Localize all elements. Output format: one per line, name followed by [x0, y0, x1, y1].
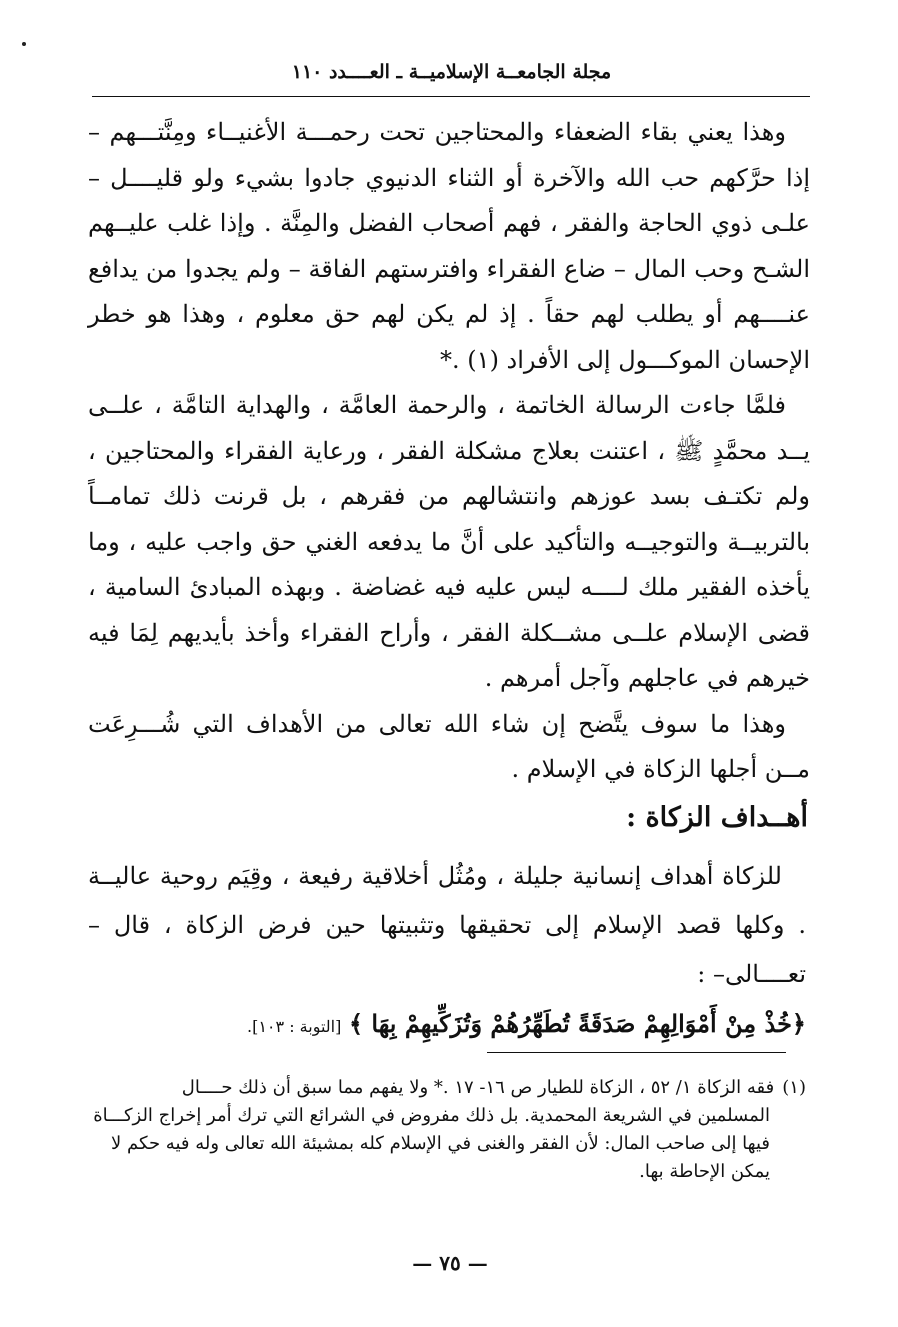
section-paragraph-1: للزكاة أهداف إنسانية جليلة ، ومُثُل أخلاقية رفيعة ، وقِيَم روحية عاليــة . وكلها قصد الإسلام إلى تحقيقها وتثبيتها حين فرض الزكاة ، قال –تعــــالى– :	[88, 862, 806, 988]
paragraph-3: وهذا ما سوف يتَّضح إن شاء الله تعالى من الأهداف التي شُـــرِعَت مــن أجلها الزكاة في الإسلام .	[88, 709, 810, 783]
page-number: — ٧٥ —	[412, 1251, 488, 1275]
footnote-line-1: فقه الزكاة ١/ ٥٢ ، الزكاة للطيار ص ١٦- ١٧ .* ولا يفهم مما سبق أن ذلك حــــال	[181, 1077, 775, 1098]
footnote-rule	[487, 1052, 786, 1053]
verse-reference: [التوبة : ١٠٣].	[247, 1017, 342, 1036]
paragraph-2: فلمَّا جاءت الرسالة الخاتمة ، والرحمة العامَّة ، والهداية التامَّة ، علــى يــد محمَّدٍ ﷺ ، اعتنت بعلاج مشكلة الفقر ، ورعاية الفقراء والمحتاجين ، ولم تكتـف بسد عوزهم وانتشالهم من فقرهم ، بل قرنت ذلك تمامــاً بالتربيــة والتوجيــه والتأكيد على أنَّ ما يدفعه الغني حق واجب عليه ، وما يأخذه الفقير ملك لــــه ليس عليه فيه غضاضة . وبهذه المبادئ السامية ، قضى الإسلام علــى مشــكلة الفقر ، وأراح الفقراء وأخذ بأيديهم لِمَا فيه خيرهم في عاجلهم وآجل أمرهم .	[88, 391, 810, 692]
footnote-line-3: فيها إلى صاحب المال: لأن الفقر والغنى في الإسلام كله بمشيئة الله تعالى وله فيه حكم لا	[111, 1133, 770, 1154]
footnote-line-2: المسلمين في الشريعة المحمدية. بل ذلك مفروض في الشرائع التي ترك أمر إخراج الزكـــاة	[93, 1105, 770, 1126]
footnotes	[90, 1074, 806, 1186]
footnote-number: (١)	[782, 1077, 806, 1098]
section-text	[88, 852, 806, 1051]
running-header: مجلة الجامعــة الإسلاميــة ـ العــــدد ١١٠	[291, 61, 612, 83]
quran-verse: ﴿خُذْ مِنْ أَمْوَالِهِمْ صَدَقَةً تُطَهِّرُهُمْ وَتُزَكِّيهِمْ بِهَا ﴾	[349, 1009, 806, 1038]
header-rule	[92, 96, 810, 97]
section-heading: أهــداف الزكاة :	[626, 802, 808, 833]
footnote-line-4: يمكن الإحاطة بها.	[639, 1161, 770, 1182]
scan-speck	[22, 42, 26, 46]
paragraph-1: وهذا يعني بقاء الضعفاء والمحتاجين تحت رحمـــة الأغنيــاء ومِنَّتـــهم – إذا حرَّكهم حب الله والآخرة أو الثناء الدنيوي جادوا بشيء ولو قليــــل – علـى ذوي الحاجة والفقر ، فهم أصحاب الفضل والمِنَّة . وإذا غلب عليــهم الشـح وحب المال – ضاع الفقراء وافترستهم الفاقة – ولم يجدوا من يدافع عنــــهم أو يطلب لهم حقاً . إذ لم يكن لهم حق معلوم ، وهذا هو خطر الإحسان الموكـــول إلى الأفراد (١) .*	[88, 118, 810, 374]
main-text	[88, 110, 810, 793]
quran-verse-line	[88, 999, 806, 1051]
